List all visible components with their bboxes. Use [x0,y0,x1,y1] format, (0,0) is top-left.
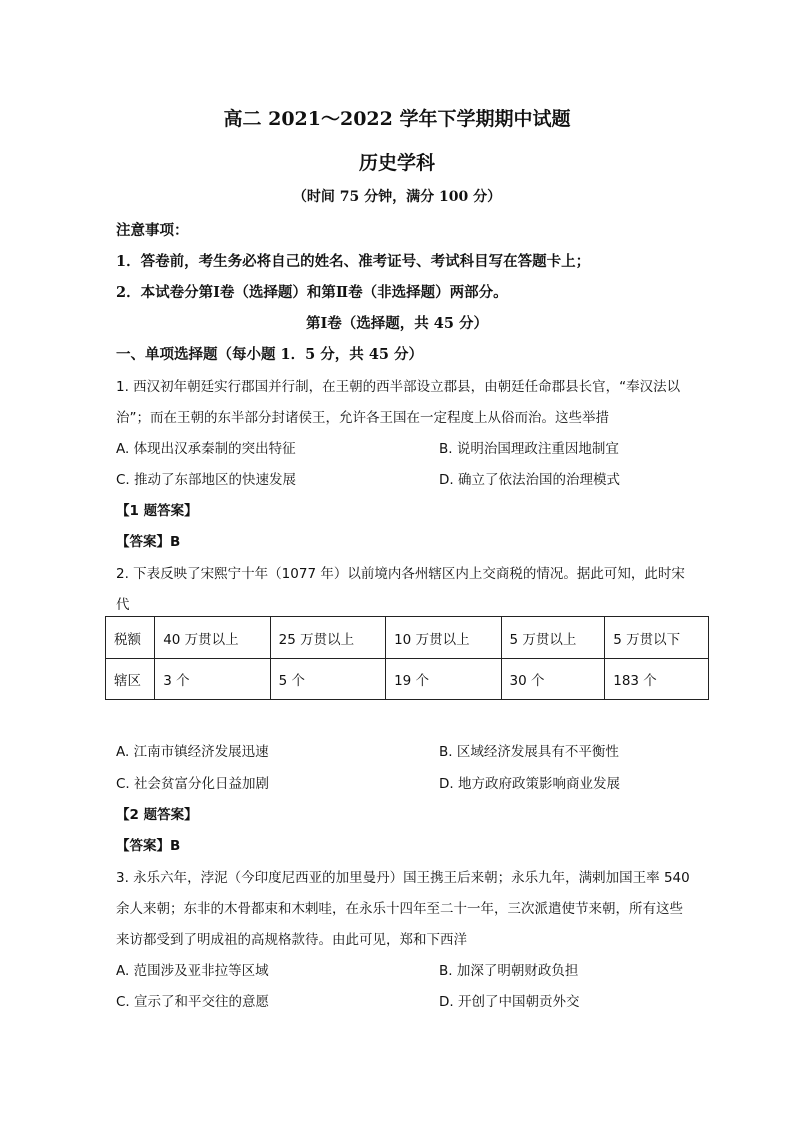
question-1-stem-line-1: 1. 西汉初年朝廷实行郡国并行制，在王朝的西半部设立郡县，由朝廷任命郡县长官，“奉汉法以 [116,379,681,395]
table-cell: 30 个 [501,659,605,700]
question-2-option-d: D. 地方政府政策影响商业发展 [439,776,620,792]
time-note: （时间 75 分钟，满分 100 分） [292,189,502,205]
part-heading: 一、单项选择题（每小题 1．5 分，共 45 分） [116,346,424,363]
question-3-option-c: C. 宣示了和平交往的意愿 [116,994,270,1010]
table-cell: 5 万贯以下 [605,617,709,659]
question-1-answer: 【答案】B [116,534,181,550]
question-3-option-b: B. 加深了明朝财政负担 [439,963,579,979]
question-2-answer-tag: 【2 题答案】 [116,807,198,823]
question-3-option-a: A. 范围涉及亚非拉等区域 [116,963,269,979]
question-1-answer-tag: 【1 题答案】 [116,503,198,519]
notice-item-1: 1．答卷前，考生务必将自己的姓名、准考证号、考试科目写在答题卡上； [116,253,591,270]
notice-heading: 注意事项： [116,222,189,239]
question-1-option-d: D. 确立了依法治国的治理模式 [439,472,620,488]
question-3-option-d: D. 开创了中国朝贡外交 [439,994,580,1010]
table-cell: 辖区 [106,659,155,700]
table-cell: 19 个 [386,659,501,700]
question-1-stem-line-2: 治”；而在王朝的东半部分封诸侯王，允许各王国在一定程度上从俗而治。这些举措 [116,410,609,426]
table-cell: 3 个 [155,659,270,700]
question-3-stem-line-1: 3. 永乐六年，浡泥（今印度尼西亚的加里曼丹）国王携王后来朝；永乐九年，满剌加国王率 540 [116,870,690,886]
question-2-stem-line-1: 2. 下表反映了宋熙宁十年（1077 年）以前境内各州辖区内上交商税的情况。据此可知，此时宋 [116,566,685,582]
question-2-option-a: A. 江南市镇经济发展迅速 [116,744,269,760]
table-cell: 40 万贯以上 [155,617,270,659]
question-1-option-a: A. 体现出汉承秦制的突出特征 [116,441,296,457]
question-1-option-c: C. 推动了东部地区的快速发展 [116,472,297,488]
question-2-stem-line-2: 代 [116,597,130,613]
question-2-option-c: C. 社会贫富分化日益加剧 [116,776,270,792]
table-cell: 5 个 [270,659,385,700]
table-cell: 25 万贯以上 [270,617,385,659]
subject-title: 历史学科 [358,152,435,174]
table-cell: 10 万贯以上 [386,617,501,659]
question-2-option-b: B. 区域经济发展具有不平衡性 [439,744,619,760]
question-3-stem-line-2: 余人来朝；东非的木骨都束和木剌哇，在永乐十四年至二十一年，三次派遣使节来朝，所有这些 [116,901,683,917]
question-1-option-b: B. 说明治国理政注重因地制宜 [439,441,619,457]
table-cell: 税额 [106,617,155,659]
tax-table [105,616,709,700]
volume-heading: 第Ⅰ卷（选择题，共 45 分） [305,315,489,332]
question-3-stem-line-3: 来访都受到了明成祖的高规格款待。由此可见，郑和下西洋 [116,932,467,948]
exam-title: 高二 2021～2022 学年下学期期中试题 [223,108,571,130]
table-cell: 183 个 [605,659,709,700]
notice-item-2: 2．本试卷分第Ⅰ卷（选择题）和第Ⅱ卷（非选择题）两部分。 [116,284,508,301]
table-row [106,659,709,700]
table-cell: 5 万贯以上 [501,617,605,659]
question-2-answer: 【答案】B [116,838,181,854]
table-row [106,617,709,659]
